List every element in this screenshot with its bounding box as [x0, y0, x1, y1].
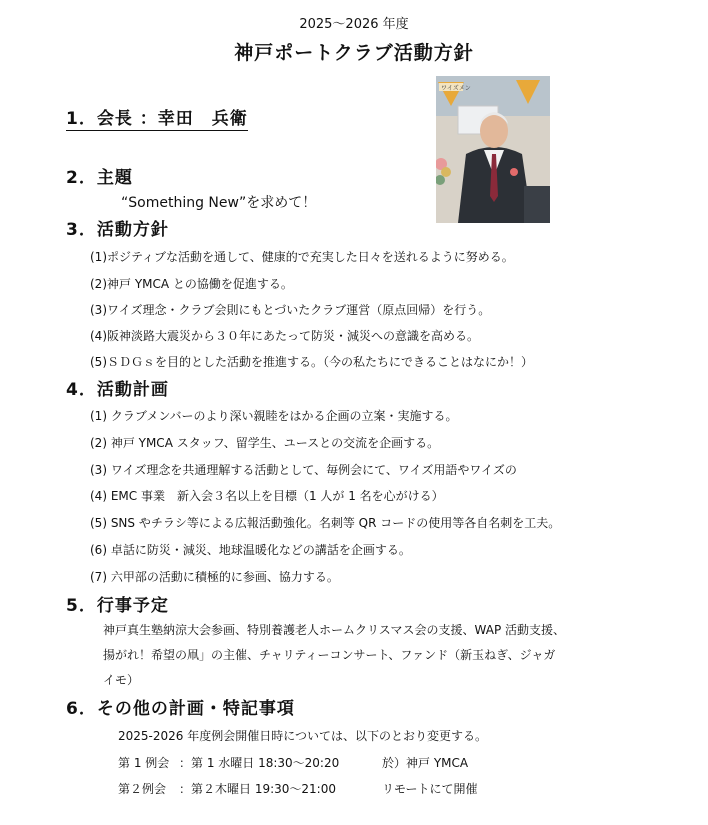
- section-3-heading: 3．活動方針: [66, 220, 169, 240]
- policy-item: (5)ＳＤＧｓを目的とした活動を推進する。（今の私たちにできることはなにか！）: [90, 355, 534, 369]
- plan-item: (4) EMC 事業 新入会３名以上を目標（1 人が 1 名を心がける）: [90, 489, 444, 503]
- section-6-heading: 6．その他の計画・特記事項: [66, 699, 295, 719]
- plan-item: (7) 六甲部の活動に積極的に参画、協力する。: [90, 570, 339, 584]
- policy-item: (4)阪神淡路大震災から３０年にあたって防災・減災への意識を高める。: [90, 329, 480, 343]
- policy-item: (2)神戸 YMCA との協働を促進する。: [90, 277, 293, 291]
- president-photo-drawing: [436, 76, 550, 223]
- meeting-2-label: 第２例会: [118, 782, 167, 796]
- plan-item: (1) クラブメンバーのより深い親睦をはかる企画の立案・実施する。: [90, 409, 458, 423]
- section-1-heading: [66, 104, 248, 129]
- meeting-2-place: リモートにて開催: [382, 782, 478, 796]
- theme-text: “Something New”を求めて！: [121, 195, 317, 211]
- president-photo: [436, 76, 550, 223]
- section-4-heading: 4．活動計画: [66, 380, 169, 400]
- event-line: 揚がれ！希望の凧」の主催、チャリティーコンサート、ファンド（新玉ねぎ、ジャガ: [103, 648, 556, 662]
- president-line: 1．会長 ：幸田 兵衛: [66, 109, 248, 129]
- meeting-1-label: 第 1 例会: [118, 756, 170, 770]
- plan-item: (2) 神戸 YMCA スタッフ、留学生、ユースとの交流を企画する。: [90, 436, 440, 450]
- svg-text:ワイズメン: ワイズメン: [441, 85, 471, 92]
- section-5-heading: 5．行事予定: [66, 596, 169, 616]
- plan-item: (3) ワイズ理念を共通理解する活動として、毎例会にて、ワイズ用語やワイズの: [90, 463, 517, 477]
- plan-item: (5) SNS やチラシ等による広報活動強化。名刺等 QR コードの使用等各自名刺を工夫。: [90, 516, 561, 530]
- policy-item: (3)ワイズ理念・クラブ会則にもとづいたクラブ運営（原点回帰）を行う。: [90, 303, 491, 317]
- meeting-1-place: 於）神戸 YMCA: [382, 756, 469, 770]
- meeting-2-schedule: ：第２木曜日 19:30～21:00: [179, 782, 336, 796]
- policy-item: (1)ポジティブな活動を通して、健康的で充実した日々を送れるように努める。: [90, 250, 514, 264]
- year-label: 2025～2026 年度: [299, 17, 409, 32]
- page-title: 神戸ポートクラブ活動方針: [234, 42, 474, 64]
- section-2-heading: 2．主題: [66, 168, 133, 188]
- event-line: イモ）: [103, 673, 140, 687]
- plan-item: (6) 卓話に防災・減災、地球温暖化などの講話を企画する。: [90, 543, 411, 557]
- meeting-intro: 2025-2026 年度例会開催日時については、以下のとおり変更する。: [118, 729, 487, 743]
- event-line: 神戸真生塾納涼大会参画、特別養護老人ホームクリスマス会の支援、WAP 活動支援、: [103, 623, 565, 637]
- meeting-1-schedule: ：第 1 水曜日 18:30～20:20: [179, 756, 340, 770]
